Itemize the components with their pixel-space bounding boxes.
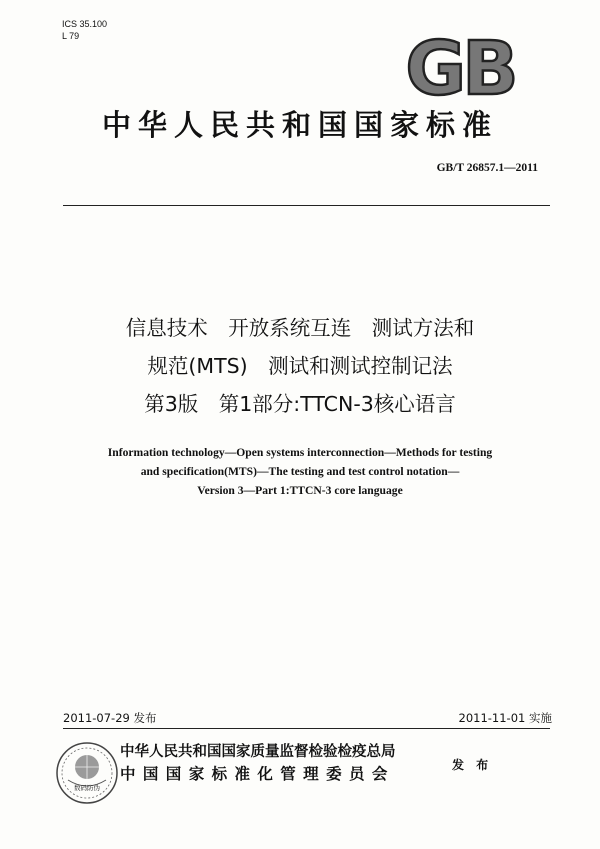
issue-date: 2011-07-29 发布 — [63, 711, 157, 725]
classification-codes — [62, 18, 107, 42]
ics-code: ICS 35.100 — [62, 19, 108, 29]
en-title-line-2: and specification(MTS)—The testing and test control notation— — [140, 465, 460, 478]
anti-counterfeit-seal-icon — [54, 740, 120, 806]
issuer-sac: 中 国 国 家 标 准 化 管 理 委 员 会 — [120, 765, 389, 783]
classification-code: L 79 — [62, 31, 80, 41]
gb-logo-icon — [400, 28, 520, 100]
gb-logo-text: GB — [405, 28, 515, 100]
en-title-line-3: Version 3—Part 1:TTCN-3 core language — [197, 484, 403, 497]
chinese-title — [0, 312, 600, 420]
top-divider — [63, 205, 550, 206]
implementation-date: 2011-11-01 实施 — [458, 711, 552, 725]
en-title-line-1: Information technology—Open systems interconnection—Methods for testing — [107, 446, 493, 459]
release-label: 发 布 — [452, 758, 493, 772]
bottom-divider — [63, 728, 550, 729]
cn-title-line-3: 第3版 第1部分:TTCN-3核心语言 — [144, 392, 456, 416]
standard-number: GB/T 26857.1—2011 — [436, 162, 538, 174]
main-title: 中华人民共和国国家标准 — [101, 108, 498, 142]
english-title — [0, 443, 600, 500]
cn-title-line-1: 信息技术 开放系统互连 测试方法和 — [125, 316, 475, 340]
cn-title-line-2: 规范(MTS) 测试和测试控制记法 — [147, 354, 453, 378]
seal-text: 数码防伪 — [74, 784, 100, 792]
issuer-aqsiq: 中华人民共和国国家质量监督检验检疫总局 — [120, 744, 396, 760]
